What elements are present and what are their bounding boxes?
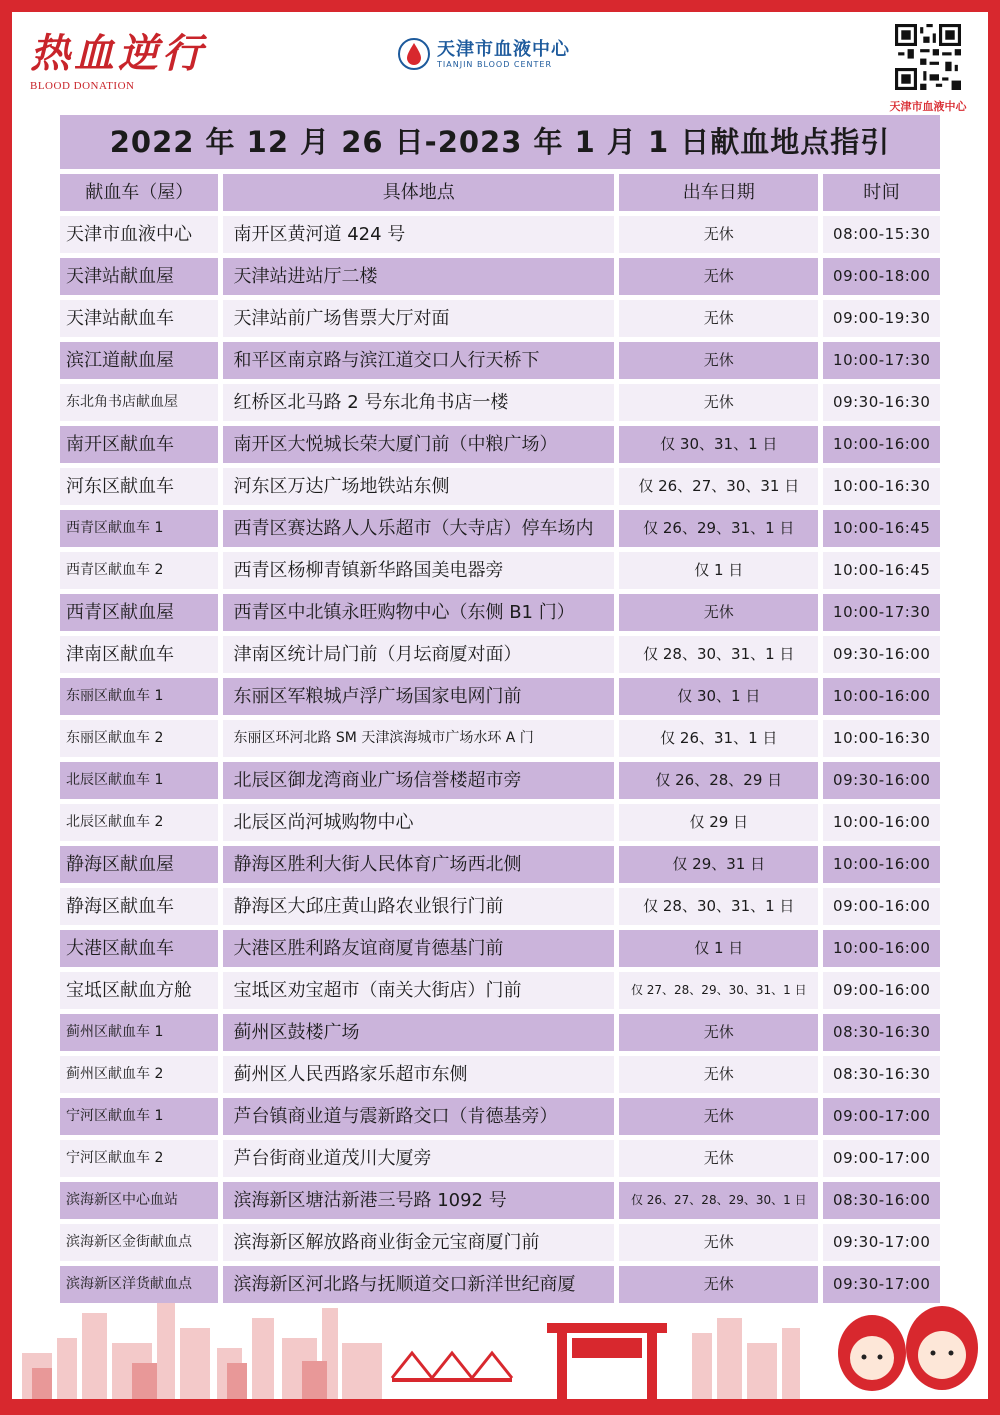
cell-site: 东丽区献血车 1 [60,678,218,715]
cell-time: 09:30-17:00 [823,1266,940,1303]
cell-site: 西青区献血车 2 [60,552,218,589]
cell-address: 南开区黄河道 424 号 [223,216,614,253]
brand-sub: BLOOD DONATION [30,80,135,92]
table-header-row [60,174,940,211]
cell-site: 津南区献血车 [60,636,218,673]
table-row [60,678,940,715]
cell-site: 河东区献血车 [60,468,218,505]
cell-time: 09:30-16:00 [823,636,940,673]
cell-address: 芦台镇商业道与震新路交口（肯德基旁） [223,1098,614,1135]
cell-address: 滨海新区解放路商业街金元宝商厦门前 [223,1224,614,1261]
cell-site: 西青区献血车 1 [60,510,218,547]
cell-site: 滨海新区洋货献血点 [60,1266,218,1303]
cell-dates: 仅 30、31、1 日 [619,426,818,463]
cell-dates: 无休 [619,1098,818,1135]
cell-site: 滨海新区金街献血点 [60,1224,218,1261]
table-row [60,636,940,673]
cell-address: 西青区中北镇永旺购物中心（东侧 B1 门） [223,594,614,631]
cell-site: 静海区献血车 [60,888,218,925]
cell-time: 10:00-16:00 [823,930,940,967]
cell-address: 芦台街商业道茂川大厦旁 [223,1140,614,1177]
location-table [60,115,940,1308]
table-row [60,804,940,841]
table-row [60,1182,940,1219]
cell-dates: 仅 29、31 日 [619,846,818,883]
cell-site: 北辰区献血车 1 [60,762,218,799]
cell-dates: 无休 [619,1140,818,1177]
cell-site: 宝坻区献血方舱 [60,972,218,1009]
qr-caption: 天津市血液中心 [889,100,967,113]
table-row [60,510,940,547]
cell-site: 西青区献血屋 [60,594,218,631]
cell-time: 10:00-16:00 [823,678,940,715]
cell-dates: 无休 [619,384,818,421]
cell-address: 津南区统计局门前（月坛商厦对面） [223,636,614,673]
brand-calligraphy: 热血逆行 [30,30,206,77]
cell-time: 10:00-16:30 [823,720,940,757]
cell-site: 宁河区献血车 1 [60,1098,218,1135]
table-row [60,594,940,631]
table-row [60,972,940,1009]
table-row [60,216,940,253]
cell-dates: 仅 26、31、1 日 [619,720,818,757]
cell-dates: 仅 28、30、31、1 日 [619,636,818,673]
cell-dates: 仅 26、29、31、1 日 [619,510,818,547]
cell-dates: 仅 26、27、30、31 日 [619,468,818,505]
cell-site: 天津市血液中心 [60,216,218,253]
cell-dates: 仅 28、30、31、1 日 [619,888,818,925]
cell-time: 10:00-17:30 [823,594,940,631]
column-header-time: 时间 [823,174,940,211]
cell-time: 09:30-16:00 [823,762,940,799]
cell-time: 10:00-16:30 [823,468,940,505]
qr-code-icon[interactable] [895,24,961,90]
cell-site: 东北角书店献血屋 [60,384,218,421]
cell-dates: 无休 [619,216,818,253]
qr-block [878,24,978,114]
center-name-en: TIANJIN BLOOD CENTER [437,59,553,69]
cell-address: 北辰区尚河城购物中心 [223,804,614,841]
table-row [60,426,940,463]
cell-time: 09:30-16:30 [823,384,940,421]
cell-address: 北辰区御龙湾商业广场信誉楼超市旁 [223,762,614,799]
cell-dates: 无休 [619,1224,818,1261]
cell-address: 西青区杨柳青镇新华路国美电器旁 [223,552,614,589]
cell-site: 大港区献血车 [60,930,218,967]
cell-address: 西青区赛达路人人乐超市（大寺店）停车场内 [223,510,614,547]
table-row [60,1056,940,1093]
blood-drop-icon [397,37,431,71]
center-name-cn: 天津市血液中心 [437,38,570,60]
column-header-dates: 出车日期 [619,174,818,211]
cell-address: 宝坻区劝宝超市（南关大街店）门前 [223,972,614,1009]
table-row [60,846,940,883]
cell-site: 宁河区献血车 2 [60,1140,218,1177]
cell-dates: 仅 1 日 [619,552,818,589]
cell-site: 南开区献血车 [60,426,218,463]
cell-site: 滨江道献血屋 [60,342,218,379]
table-row [60,552,940,589]
cell-time: 08:00-15:30 [823,216,940,253]
cell-dates: 无休 [619,594,818,631]
cell-dates: 仅 30、1 日 [619,678,818,715]
cell-address: 东丽区环河北路 SM 天津滨海城市广场水环 A 门 [223,720,614,757]
cell-dates: 无休 [619,342,818,379]
table-row [60,1140,940,1177]
cell-site: 滨海新区中心血站 [60,1182,218,1219]
cell-time: 10:00-16:45 [823,510,940,547]
cell-address: 南开区大悦城长荣大厦门前（中粮广场） [223,426,614,463]
cell-address: 东丽区军粮城卢浮广场国家电网门前 [223,678,614,715]
table-title: 2022 年 12 月 26 日-2023 年 1 月 1 日献血地点指引 [60,115,940,169]
cell-address: 大港区胜利路友谊商厦肯德基门前 [223,930,614,967]
table-row [60,300,940,337]
cell-site: 蓟州区献血车 1 [60,1014,218,1051]
cell-dates: 仅 26、28、29 日 [619,762,818,799]
table-body [60,216,940,1303]
cell-site: 静海区献血屋 [60,846,218,883]
table-row [60,258,940,295]
cell-address: 静海区大邱庄黄山路农业银行门前 [223,888,614,925]
cell-time: 10:00-16:00 [823,426,940,463]
cell-dates: 无休 [619,1014,818,1051]
cell-dates: 无休 [619,300,818,337]
cell-site: 北辰区献血车 2 [60,804,218,841]
cell-time: 09:00-17:00 [823,1098,940,1135]
cell-dates: 无休 [619,1266,818,1303]
table-row [60,384,940,421]
cell-address: 静海区胜利大街人民体育广场西北侧 [223,846,614,883]
cell-time: 09:00-16:00 [823,888,940,925]
cell-dates: 仅 27、28、29、30、31、1 日 [619,972,818,1009]
table-row [60,1014,940,1051]
brand-logo [30,28,250,108]
column-header-site: 献血车（屋） [60,174,218,211]
cell-time: 09:00-19:30 [823,300,940,337]
city-skyline-illustration [12,1283,988,1403]
table-row [60,1224,940,1261]
table-row [60,720,940,757]
table-row [60,342,940,379]
cell-time: 08:30-16:30 [823,1056,940,1093]
cell-address: 蓟州区鼓楼广场 [223,1014,614,1051]
cell-site: 蓟州区献血车 2 [60,1056,218,1093]
center-logo [397,34,597,74]
table-row [60,468,940,505]
cell-dates: 仅 29 日 [619,804,818,841]
cell-address: 天津站前广场售票大厅对面 [223,300,614,337]
cell-dates: 仅 1 日 [619,930,818,967]
cell-time: 09:00-17:00 [823,1140,940,1177]
cell-time: 09:00-18:00 [823,258,940,295]
cell-time: 10:00-16:45 [823,552,940,589]
cell-address: 河东区万达广场地铁站东侧 [223,468,614,505]
cell-address: 红桥区北马路 2 号东北角书店一楼 [223,384,614,421]
cell-site: 天津站献血屋 [60,258,218,295]
cell-address: 和平区南京路与滨江道交口人行天桥下 [223,342,614,379]
cell-time: 08:30-16:00 [823,1182,940,1219]
table-row [60,762,940,799]
cell-site: 天津站献血车 [60,300,218,337]
cell-dates: 无休 [619,1056,818,1093]
cell-dates: 无休 [619,258,818,295]
table-row [60,1098,940,1135]
cell-time: 09:00-16:00 [823,972,940,1009]
cell-address: 天津站进站厅二楼 [223,258,614,295]
cell-site: 东丽区献血车 2 [60,720,218,757]
table-row [60,888,940,925]
cell-time: 08:30-16:30 [823,1014,940,1051]
cell-address: 滨海新区塘沽新港三号路 1092 号 [223,1182,614,1219]
cell-dates: 仅 26、27、28、29、30、1 日 [619,1182,818,1219]
cell-time: 09:30-17:00 [823,1224,940,1261]
cell-time: 10:00-17:30 [823,342,940,379]
cell-address: 蓟州区人民西路家乐超市东侧 [223,1056,614,1093]
cell-time: 10:00-16:00 [823,846,940,883]
cell-time: 10:00-16:00 [823,804,940,841]
cell-address: 滨海新区河北路与抚顺道交口新洋世纪商厦 [223,1266,614,1303]
poster [12,12,988,1403]
table-row [60,930,940,967]
column-header-address: 具体地点 [223,174,614,211]
